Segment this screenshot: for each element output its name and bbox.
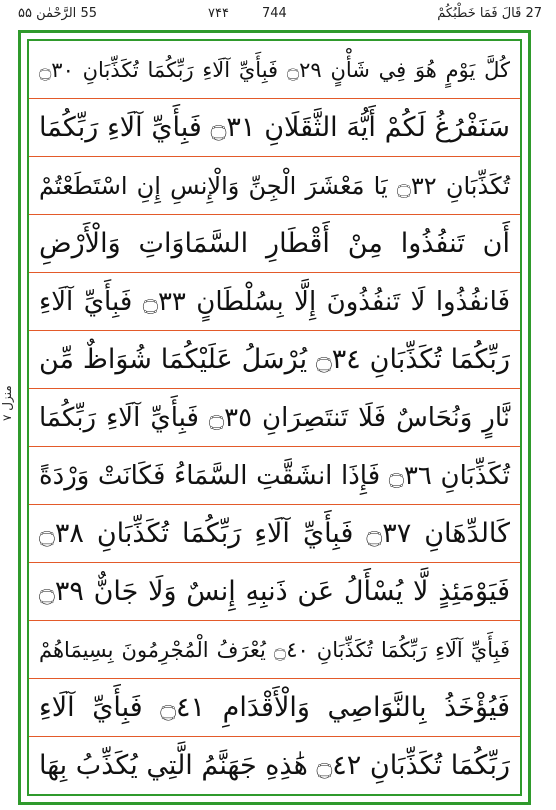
text-area — [27, 39, 522, 796]
quran-line-6: رَبِّكُمَا تُكَذِّبَانِ ۝٣٤ يُرْسَلُ عَلَيْكُمَا شُوَاظٌ مِّن — [29, 331, 520, 389]
surah-label: 55 الرَّحْمٰن ۵۵ — [18, 6, 97, 21]
quran-line-10: فَيَوْمَئِذٍ لَّا يُسْأَلُ عَن ذَنبِهِ إِنسٌ وَلَا جَانٌّ ۝٣٩ — [29, 563, 520, 621]
quran-line-1: كُلَّ يَوْمٍ هُوَ فِي شَأْنٍ ۝٢٩ فَبِأَيِّ آلَاءِ رَبِّكُمَا تُكَذِّبَانِ ۝٣٠ — [29, 41, 520, 99]
page-number-urdu: ۷۴۴ — [208, 6, 229, 21]
page-frame — [18, 30, 531, 805]
quran-line-2: سَنَفْرُغُ لَكُمْ أَيُّهَ الثَّقَلَانِ ۝٣١ فَبِأَيِّ آلَاءِ رَبِّكُمَا — [29, 99, 520, 157]
juz-label: 27 قَالَ فَمَا خَطْبُكُمْ — [437, 6, 542, 21]
manzil-label: منزل ۷ — [0, 385, 14, 421]
page-number: 744 — [262, 6, 287, 21]
quran-line-7: نَّارٍ وَنُحَاسٌ فَلَا تَنتَصِرَانِ ۝٣٥ فَبِأَيِّ آلَاءِ رَبِّكُمَا — [29, 389, 520, 447]
quran-line-11: فَبِأَيِّ آلَاءِ رَبِّكُمَا تُكَذِّبَانِ ۝٤٠ يُعْرَفُ الْمُجْرِمُونَ بِسِيمَاهُمْ — [29, 621, 520, 679]
page-header — [0, 0, 556, 30]
quran-line-9: كَالدِّهَانِ ۝٣٧ فَبِأَيِّ آلَاءِ رَبِّكُمَا تُكَذِّبَانِ ۝٣٨ — [29, 505, 520, 563]
quran-line-12: فَيُؤْخَذُ بِالنَّوَاصِي وَالْأَقْدَامِ ۝٤١ فَبِأَيِّ آلَاءِ — [29, 679, 520, 737]
quran-line-13: رَبِّكُمَا تُكَذِّبَانِ ۝٤٢ هَٰذِهِ جَهَنَّمُ الَّتِي يُكَذِّبُ بِهَا — [39, 750, 510, 781]
quran-line-8: تُكَذِّبَانِ ۝٣٦ فَإِذَا انشَقَّتِ السَّمَاءُ فَكَانَتْ وَرْدَةً — [29, 447, 520, 505]
quran-line-4: أَن تَنفُذُوا مِنْ أَقْطَارِ السَّمَاوَاتِ وَالْأَرْضِ — [29, 215, 520, 273]
quran-line-3: تُكَذِّبَانِ ۝٣٢ يَا مَعْشَرَ الْجِنِّ وَالْإِنسِ إِنِ اسْتَطَعْتُمْ — [29, 157, 520, 215]
quran-line-5: فَانفُذُوا لَا تَنفُذُونَ إِلَّا بِسُلْطَانٍ ۝٣٣ فَبِأَيِّ آلَاءِ — [29, 273, 520, 331]
